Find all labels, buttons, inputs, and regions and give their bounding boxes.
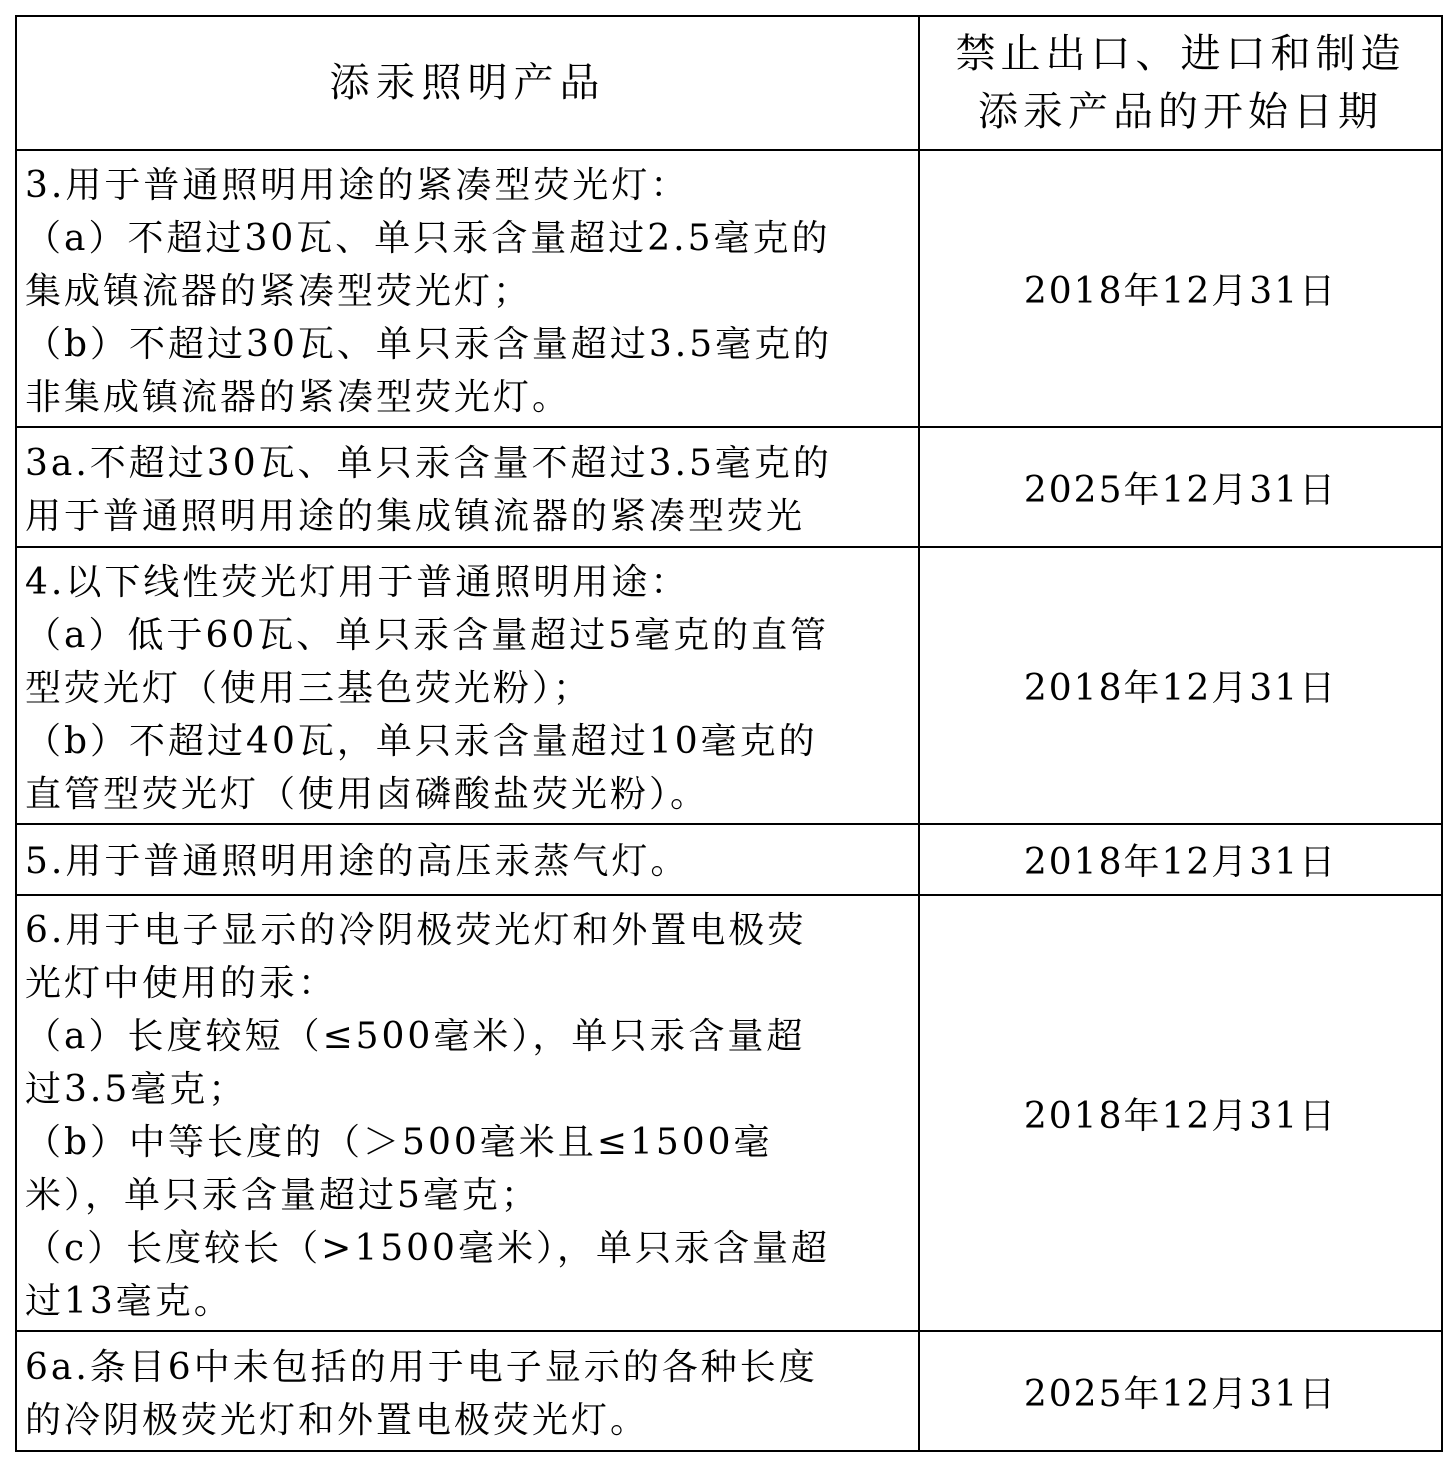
table-row (16, 150, 1442, 427)
product-line: 非集成镇流器的紧凑型荧光灯。 (25, 377, 572, 418)
product-line: 3.用于普通照明用途的紧凑型荧光灯： (25, 165, 690, 206)
product-cell (16, 427, 919, 547)
date-cell: 2018年12月31日 (919, 150, 1442, 427)
table-row (16, 1331, 1442, 1451)
table-row (16, 824, 1442, 895)
product-line: 6a.条目6中未包括的用于电子显示的各种长度 (25, 1347, 818, 1388)
product-line: （c）长度较长（>1500毫米），单只汞含量超 (25, 1228, 830, 1269)
product-cell (16, 895, 919, 1331)
product-line: 集成镇流器的紧凑型荧光灯； (25, 271, 533, 312)
product-line: 4.以下线性荧光灯用于普通照明用途： (25, 562, 690, 603)
table-row (16, 895, 1442, 1331)
product-line: 过13毫克。 (25, 1281, 233, 1322)
product-line: （b）不超过40瓦，单只汞含量超过10毫克的 (25, 721, 818, 762)
product-line: 6.用于电子显示的冷阴极荧光灯和外置电极荧 (25, 910, 807, 951)
table-header-row (16, 16, 1442, 150)
date-cell: 2018年12月31日 (919, 547, 1442, 824)
product-line: 的冷阴极荧光灯和外置电极荧光灯。 (25, 1400, 650, 1441)
header-date-line2: 添汞产品的开始日期 (978, 89, 1383, 135)
product-line: （b）不超过30瓦、单只汞含量超过3.5毫克的 (25, 324, 833, 365)
mercury-lamp-table (15, 15, 1443, 1452)
header-date (919, 16, 1442, 150)
product-line: （b）中等长度的（＞500毫米且≤1500毫 (25, 1122, 773, 1163)
table-row (16, 547, 1442, 824)
product-line: 光灯中使用的汞： (25, 963, 338, 1004)
table-row (16, 427, 1442, 547)
product-cell (16, 824, 919, 895)
header-date-label (920, 17, 1441, 149)
product-line: （a）低于60瓦、单只汞含量超过5毫克的直管 (25, 615, 830, 656)
date-cell: 2025年12月31日 (919, 427, 1442, 547)
product-line: 5.用于普通照明用途的高压汞蒸气灯。 (25, 841, 690, 882)
product-cell (16, 150, 919, 427)
header-product-label: 添汞照明产品 (329, 60, 606, 106)
product-line: 型荧光灯（使用三基色荧光粉）； (25, 668, 593, 709)
product-line: 过3.5毫克； (25, 1069, 248, 1110)
date-cell: 2025年12月31日 (919, 1331, 1442, 1451)
product-line: 用于普通照明用途的集成镇流器的紧凑型荧光 (25, 496, 806, 537)
product-line: 米），单只汞含量超过5毫克； (25, 1175, 540, 1216)
product-line: （a）不超过30瓦、单只汞含量超过2.5毫克的 (25, 218, 831, 259)
product-line: （a）长度较短（≤500毫米），单只汞含量超 (25, 1016, 806, 1057)
header-product (16, 16, 919, 150)
date-cell: 2018年12月31日 (919, 895, 1442, 1331)
date-cell: 2018年12月31日 (919, 824, 1442, 895)
product-cell (16, 547, 919, 824)
header-date-line1: 禁止出口、进口和制造 (955, 31, 1406, 77)
product-line: 3a.不超过30瓦、单只汞含量不超过3.5毫克的 (25, 443, 832, 484)
product-cell (16, 1331, 919, 1451)
product-line: 直管型荧光灯（使用卤磷酸盐荧光粉）。 (25, 774, 710, 815)
